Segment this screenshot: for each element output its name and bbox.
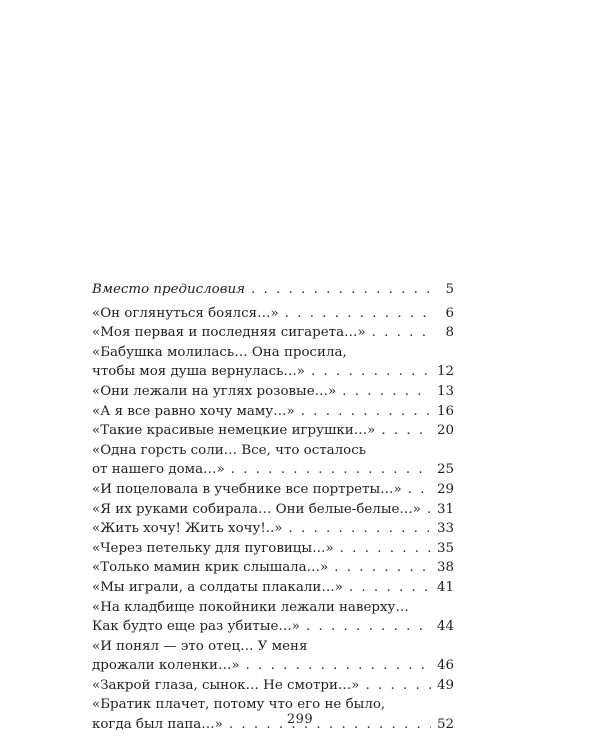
dot-leader: [231, 460, 431, 480]
toc-line: [92, 539, 454, 559]
toc-title: «И поцеловала в учебнике все портреты…»: [92, 481, 402, 497]
toc-page: 49: [436, 677, 454, 693]
toc-entry: [92, 382, 454, 402]
toc-entry: [92, 578, 454, 598]
toc-title: Вместо предисловия: [92, 282, 245, 297]
toc-title: «Такие красивые немецкие игрушки…»: [92, 423, 376, 439]
toc-page: 16: [436, 403, 454, 419]
toc-title: «Я их руками собирала… Они белые-белые…»: [92, 501, 421, 517]
toc-title-first-line: «Одна горсть соли… Все, что осталось: [92, 442, 366, 458]
toc-entry: [92, 519, 454, 539]
toc-title-first-line: «Бабушка молилась… Она просила,: [92, 344, 347, 360]
toc-title: «А я все равно хочу маму…»: [92, 403, 295, 419]
toc-page: 5: [445, 282, 454, 297]
toc-line: [92, 402, 454, 422]
toc-page: 8: [445, 325, 454, 341]
toc-line: [92, 304, 454, 324]
toc-page: 35: [436, 540, 454, 556]
dot-leader: [301, 402, 431, 422]
toc-entry: [92, 480, 454, 500]
dot-leader: [306, 617, 431, 637]
dot-leader: [334, 558, 431, 578]
toc-title: «Моя первая и последняя сигарета…»: [92, 325, 366, 341]
dot-leader: [311, 362, 431, 382]
toc-line: [92, 500, 454, 520]
toc-entry: [92, 676, 454, 696]
toc-line: [92, 558, 454, 578]
toc-title: чтобы моя душа вернулась…»: [92, 364, 305, 380]
dot-leader: [372, 323, 434, 343]
toc-title: «Закрой глаза, сынок… Не смотри…»: [92, 677, 360, 693]
toc-page: 13: [436, 383, 454, 399]
toc-title-first-line: «И понял — это отец… У меня: [92, 638, 308, 654]
toc-title: «Через петельку для пуговицы…»: [92, 540, 334, 556]
dot-leader: [285, 304, 434, 324]
toc-line: [92, 421, 454, 441]
toc-entry: [92, 441, 454, 480]
toc-entry: [92, 500, 454, 520]
toc-line: [92, 480, 454, 500]
toc-title: дрожали коленки…»: [92, 658, 240, 674]
dot-leader: [340, 539, 431, 559]
toc-page: 44: [436, 619, 454, 635]
toc-page: 52: [436, 717, 454, 733]
toc-title: «Он оглянуться боялся…»: [92, 305, 279, 321]
dot-leader: [349, 578, 431, 598]
page-number: 299: [286, 712, 314, 727]
toc-line: [92, 362, 454, 382]
dot-leader: [288, 519, 430, 539]
toc-page: 25: [436, 462, 454, 478]
toc-line: [92, 519, 454, 539]
toc-title: «Они лежали на углях розовые…»: [92, 383, 337, 399]
toc-line: [92, 676, 454, 696]
toc-page: 31: [436, 501, 454, 517]
toc-title: Как будто еще раз убитые…»: [92, 619, 300, 635]
toc-page: 33: [436, 521, 454, 537]
toc-line: [92, 323, 454, 343]
toc-page: 46: [436, 658, 454, 674]
toc-page: 38: [436, 560, 454, 576]
toc-line: [92, 460, 454, 480]
toc-page: 41: [436, 579, 454, 595]
toc-title: «Жить хочу! Жить хочу!..»: [92, 521, 283, 537]
toc-title: от нашего дома…»: [92, 462, 225, 478]
toc-line: [92, 617, 454, 637]
toc-line: [92, 656, 454, 676]
dot-leader: [381, 421, 431, 441]
toc-line: [92, 280, 454, 300]
toc-entry: [92, 558, 454, 578]
toc-page: 20: [436, 423, 454, 439]
toc-entry: [92, 402, 454, 422]
toc-line: [92, 382, 454, 402]
toc-entry: [92, 637, 454, 676]
dot-leader: [427, 500, 431, 520]
toc-page: 29: [436, 481, 454, 497]
toc-title-first-line: «Братик плачет, потому что его не было,: [92, 697, 386, 713]
toc-entry: [92, 539, 454, 559]
dot-leader: [251, 280, 434, 300]
toc-entry: [92, 421, 454, 441]
dot-leader: [342, 382, 431, 402]
toc-title: «Мы играли, а солдаты плакали…»: [92, 579, 343, 595]
toc-entry: [92, 598, 454, 637]
dot-leader: [408, 480, 431, 500]
toc-entry: [92, 343, 454, 382]
dot-leader: [246, 656, 431, 676]
dot-leader: [366, 676, 431, 696]
toc-line: [92, 578, 454, 598]
toc-entry: [92, 304, 454, 324]
table-of-contents: [92, 264, 454, 735]
toc-title: «Только мамин крик слышала…»: [92, 560, 329, 576]
toc-entry: [92, 323, 454, 343]
toc-title-first-line: «На кладбище покойники лежали наверху…: [92, 599, 409, 615]
toc-page: 6: [445, 305, 454, 321]
toc-entry: [92, 280, 454, 300]
toc-page: 12: [436, 364, 454, 380]
toc-title: когда был папа…»: [92, 717, 223, 733]
